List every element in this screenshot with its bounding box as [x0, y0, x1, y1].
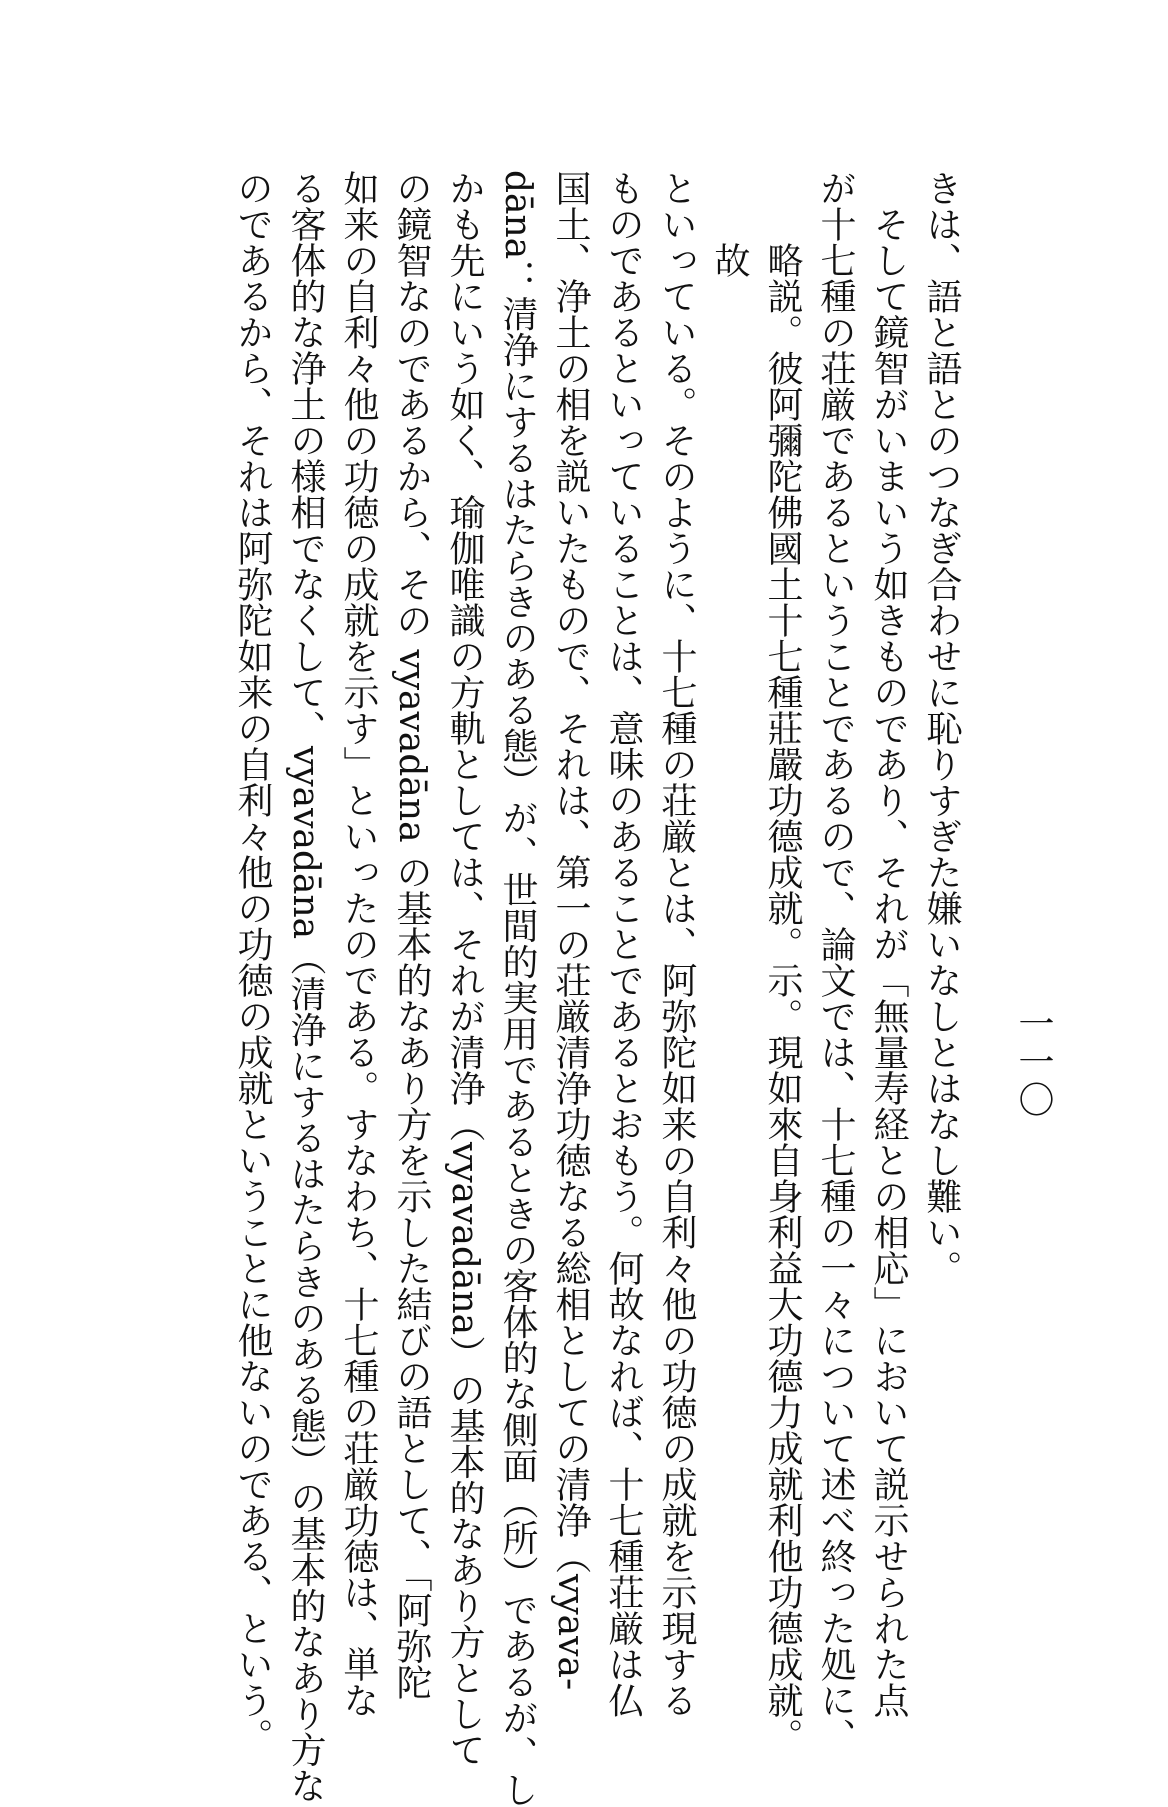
text-line-6: といっている。そのように、十七種の荘厳とは、阿弥陀如来の自利々他の功徳の成就を示現する [656, 170, 697, 1718]
text-line-14: のであるから、それは阿弥陀如来の自利々他の功徳の成就ということに他ないのである、という。 [232, 170, 273, 1754]
text-line-3: が十七種の荘厳であるということであるので、論文では、十七種の一々について述べ終った処に、 [815, 170, 856, 1754]
text-line-9: dāna：清浄にするはたらきのある態）が、世間的実用であるときの客体的な側面（所）であるが、し [497, 170, 538, 1807]
page-number: 一一〇 [1013, 1005, 1054, 1119]
text-line-13: る客体的な浄土の様相でなくして、vyavadāna（清浄にするはたらきのある態）の基本的なあり方な [285, 170, 326, 1804]
quoted-passage-line: 略説。彼阿彌陀佛國土十七種莊嚴功德成就。示。現如來自身利益大功德力成就利他功德成就。 [762, 242, 803, 1754]
body-text [168, 170, 968, 1807]
text-line-7: ものであるといっていることは、意味のあることであるとおもう。何故なれば、十七種荘厳は仏 [603, 170, 644, 1718]
quoted-passage-end: 故 [709, 242, 750, 278]
text-line-12: 如来の自利々他の功徳の成就を示す」といったのである。すなわち、十七種の荘厳功徳は、単な [338, 170, 379, 1718]
text-line-1: きは、語と語とのつなぎ合わせに恥りすぎた嫌いなしとはなし難い。 [921, 170, 962, 1286]
text-line-11: の鏡智なのであるから、その vyavadāna の基本的なあり方を示した結びの語として、「阿弥陀 [391, 170, 432, 1700]
text-line-10: かも先にいう如く、瑜伽唯識の方軌としては、それが清浄（vyavadāna）の基本的なあり方として [444, 170, 485, 1768]
text-line-8: 国土、浄土の相を説いたもので、それは、第一の荘厳清浄功徳なる総相としての清浄（vyava- [550, 170, 591, 1691]
text-line-2: そして鏡智がいまいう如きものであり、それが「無量寿経との相応」において説示せられた点 [868, 206, 909, 1718]
